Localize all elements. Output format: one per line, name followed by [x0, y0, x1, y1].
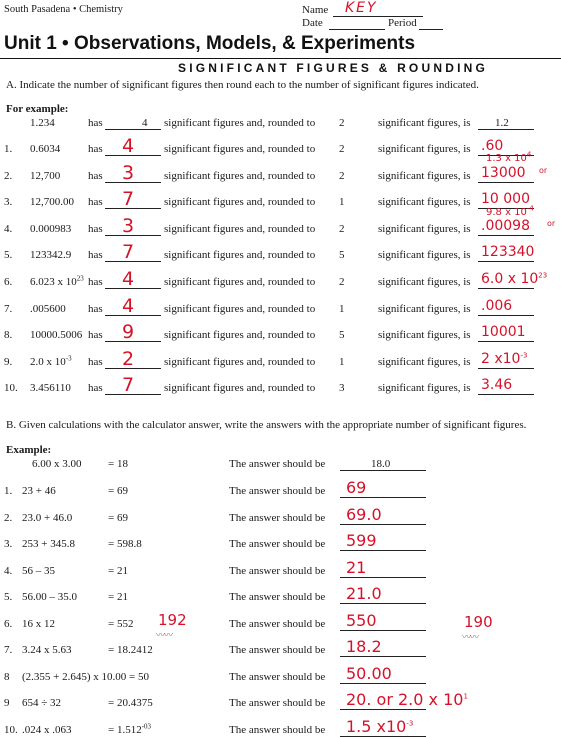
sf-answer: 3: [122, 215, 135, 237]
answer-line: [340, 497, 426, 498]
round-to-count: 5: [339, 329, 345, 341]
row-number: 10.: [4, 724, 18, 736]
alt-note-row-2-or: or: [539, 166, 548, 175]
handwritten-answer: 69.0: [346, 505, 382, 524]
answer-label: The answer should be: [229, 485, 326, 497]
end-text: significant figures, is: [378, 170, 471, 182]
part-b-instruction: B. Given calculations with the calculator answer, write the answers with the appropriate number of significant figures.: [6, 419, 527, 431]
calc-expression: 56 – 35: [22, 565, 55, 577]
end-text: significant figures, is: [378, 117, 471, 129]
mid-text: significant figures and, rounded to: [164, 382, 316, 394]
calc-expression: .024 x .063: [22, 724, 72, 736]
example-sf-answer: 4: [142, 117, 148, 129]
sf-answer: 7: [122, 188, 135, 210]
calculator-result: = $1.512^{-03}$: [108, 722, 152, 736]
answer-label: The answer should be: [229, 512, 326, 524]
has-label: has: [88, 249, 103, 261]
round-to-count: 3: [339, 382, 345, 394]
mid-text: significant figures and, rounded to: [164, 356, 316, 368]
given-number: 123342.9: [30, 249, 72, 261]
mid-text: significant figures and, rounded to: [164, 329, 316, 341]
page-subtitle: SIGNIFICANT FIGURES & ROUNDING: [178, 61, 489, 75]
mid-text: significant figures and, rounded to: [164, 143, 316, 155]
row-number: 1.: [4, 485, 13, 497]
period-label: Period: [388, 17, 417, 29]
answer-label: The answer should be: [229, 671, 326, 683]
given-number: 12,700.00: [30, 196, 74, 208]
rounded-answer: 6.0 x $10^{23}$: [481, 271, 548, 287]
row-number: 6.: [4, 276, 13, 288]
calculator-result: = 69: [108, 485, 128, 497]
alt-note-row-2: 1.3 x $10^4$: [486, 150, 532, 164]
round-to-count: 2: [339, 143, 345, 155]
has-label: has: [88, 303, 103, 315]
sf-answer: 7: [122, 241, 135, 263]
row-number: 7.: [4, 644, 13, 656]
date-field-line: [329, 29, 385, 30]
round-to-count: 2: [339, 170, 345, 182]
answer-line: [340, 550, 426, 551]
rounded-answer: 10001: [481, 324, 526, 340]
round-to-count: 2: [339, 117, 345, 129]
sf-answer: 7: [122, 374, 135, 396]
school-course-label: South Pasadena • Chemistry: [4, 4, 123, 15]
rounded-answer: 123340: [481, 244, 535, 260]
handwritten-answer: 1.5 $x10^{-3}$: [346, 717, 414, 736]
end-text: significant figures, is: [378, 382, 471, 394]
handwritten-answer: 21.0: [346, 584, 382, 603]
calculator-result: = 20.4375: [108, 697, 153, 709]
row-number: 7.: [4, 303, 13, 315]
has-label: has: [88, 329, 103, 341]
period-field-line: [419, 29, 443, 30]
rounded-answer: .006: [481, 298, 513, 314]
name-value: KEY: [345, 0, 378, 16]
answer-line: [340, 709, 426, 710]
row-number: 5.: [4, 249, 13, 261]
has-label: has: [88, 223, 103, 235]
rounded-answer: 3.46: [481, 377, 513, 393]
row-number: 6.: [4, 618, 13, 630]
answer-label: The answer should be: [229, 591, 326, 603]
end-text: significant figures, is: [378, 356, 471, 368]
handwritten-note-190: 190: [464, 613, 493, 631]
calculator-result: = 21: [108, 591, 128, 603]
date-label: Date: [302, 17, 323, 29]
row-number: 8.: [4, 329, 13, 341]
round-answer-line: [478, 235, 534, 236]
round-answer-line: [478, 182, 534, 183]
title-rule: [0, 58, 561, 59]
round-answer-line: [478, 129, 534, 130]
handwritten-answer: 50.00: [346, 664, 392, 683]
squiggle-underline: 〰〰: [462, 633, 479, 643]
row-number: 2.: [4, 170, 13, 182]
handwritten-answer: 550: [346, 611, 377, 630]
rounded-answer: 10 000: [481, 191, 530, 207]
mid-text: significant figures and, rounded to: [164, 249, 316, 261]
mid-text: significant figures and, rounded to: [164, 276, 316, 288]
sf-answer: 9: [122, 321, 135, 343]
alt-note-row-4: 9.8 x $10^{-4}$: [486, 204, 534, 218]
handwritten-answer: 69: [346, 478, 367, 497]
example-result: = 18: [108, 458, 128, 470]
mid-text: significant figures and, rounded to: [164, 223, 316, 235]
answer-label: The answer should be: [229, 565, 326, 577]
given-number: 2.0 x $10^{-3}$: [30, 354, 72, 368]
round-to-count: 2: [339, 276, 345, 288]
calc-expression: 56.00 – 35.0: [22, 591, 77, 603]
round-answer-line: [478, 288, 534, 289]
sf-answer: 4: [122, 295, 135, 317]
row-number: 3.: [4, 538, 13, 550]
end-text: significant figures, is: [378, 329, 471, 341]
calc-expression: 253 + 345.8: [22, 538, 75, 550]
calculator-result: = 69: [108, 512, 128, 524]
rounded-answer: 2 $x10^{-3}$: [481, 351, 528, 367]
given-number: .005600: [30, 303, 66, 315]
answer-line: [340, 470, 426, 471]
part-b-example-label: Example:: [6, 444, 52, 456]
row-number: 2.: [4, 512, 13, 524]
row-number: 10.: [4, 382, 18, 394]
sf-answer: 3: [122, 162, 135, 184]
end-text: significant figures, is: [378, 303, 471, 315]
sf-answer: 4: [122, 135, 135, 157]
calc-expression: 654 ÷ 32: [22, 697, 62, 709]
given-number: 0.000983: [30, 223, 72, 235]
round-answer-line: [478, 368, 534, 369]
has-label: has: [88, 196, 103, 208]
example-round-answer: 1.2: [495, 117, 509, 129]
handwritten-answer: 599: [346, 531, 377, 550]
answer-label: The answer should be: [229, 618, 326, 630]
handwritten-answer: 20. or 2.0 x $10^1$: [346, 690, 468, 709]
row-number: 9: [4, 697, 10, 709]
row-number: 3.: [4, 196, 13, 208]
given-number: 6.023 x $10^{23}$: [30, 274, 84, 288]
round-answer-line: [478, 341, 534, 342]
row-number: 4.: [4, 223, 13, 235]
part-a-example-label: For example:: [6, 103, 69, 115]
row-number: 4.: [4, 565, 13, 577]
round-to-count: 5: [339, 249, 345, 261]
given-number: 10000.5006: [30, 329, 83, 341]
has-label: has: [88, 276, 103, 288]
round-answer-line: [478, 261, 534, 262]
calculator-result: = 18.2412: [108, 644, 153, 656]
calc-expression: (2.355 + 2.645) x 10.00 = 50: [22, 671, 149, 683]
answer-label: The answer should be: [229, 458, 326, 470]
row-number: 1.: [4, 143, 13, 155]
answer-label: The answer should be: [229, 644, 326, 656]
calculator-result: = 21: [108, 565, 128, 577]
has-label: has: [88, 382, 103, 394]
answer-line: [340, 603, 426, 604]
answer-line: [340, 683, 426, 684]
round-to-count: 1: [339, 303, 345, 315]
given-number: 3.456110: [30, 382, 71, 394]
calculator-result: = 598.8: [108, 538, 142, 550]
answer-label: The answer should be: [229, 538, 326, 550]
answer-line: [340, 656, 426, 657]
alt-note-row-4-or: or: [547, 219, 556, 228]
example-number: 1.234: [30, 117, 55, 129]
round-answer-line: [478, 394, 534, 395]
name-label: Name: [302, 4, 329, 16]
squiggle-underline: 〰〰: [156, 631, 173, 641]
has-label: has: [88, 117, 103, 129]
handwritten-answer: 18.2: [346, 637, 382, 656]
answer-line: [340, 736, 426, 737]
calc-expression: 16 x 12: [22, 618, 55, 630]
part-a-instruction: A. Indicate the number of significant figures then round each to the number of significant figures indicated.: [6, 79, 479, 91]
mid-text: significant figures and, rounded to: [164, 196, 316, 208]
round-answer-line: [478, 315, 534, 316]
mid-text: significant figures and, rounded to: [164, 170, 316, 182]
row-number: 5.: [4, 591, 13, 603]
round-to-count: 1: [339, 356, 345, 368]
round-to-count: 2: [339, 223, 345, 235]
handwritten-answer: 21: [346, 558, 367, 577]
given-number: 0.6034: [30, 143, 61, 155]
mid-text: significant figures and, rounded to: [164, 303, 316, 315]
rounded-answer: .00098: [481, 218, 530, 234]
sf-answer: 2: [122, 348, 135, 370]
mid-text: significant figures and, rounded to: [164, 117, 316, 129]
calc-expression: 3.24 x 5.63: [22, 644, 72, 656]
page-title: Unit 1 • Observations, Models, & Experiments: [4, 33, 416, 54]
end-text: significant figures, is: [378, 143, 471, 155]
given-number: 12,700: [30, 170, 61, 182]
rounded-answer: .60: [481, 138, 504, 154]
rounded-answer: 13000: [481, 165, 526, 181]
handwritten-note-192: 192: [158, 611, 187, 629]
example-answer: 18.0: [371, 458, 391, 470]
end-text: significant figures, is: [378, 249, 471, 261]
end-text: significant figures, is: [378, 276, 471, 288]
end-text: significant figures, is: [378, 196, 471, 208]
calc-expression: 23.0 + 46.0: [22, 512, 73, 524]
has-label: has: [88, 170, 103, 182]
sf-answer: 4: [122, 268, 135, 290]
answer-label: The answer should be: [229, 724, 326, 736]
round-to-count: 1: [339, 196, 345, 208]
answer-line: [340, 524, 426, 525]
row-number: 9.: [4, 356, 13, 368]
answer-line: [340, 577, 426, 578]
calculator-result: = 552: [108, 618, 134, 630]
has-label: has: [88, 143, 103, 155]
has-label: has: [88, 356, 103, 368]
row-number: 8: [4, 671, 10, 683]
answer-label: The answer should be: [229, 697, 326, 709]
calc-expression: 23 + 46: [22, 485, 56, 497]
end-text: significant figures, is: [378, 223, 471, 235]
example-expression: 6.00 x 3.00: [32, 458, 82, 470]
sf-answer-line: [105, 129, 161, 130]
answer-line: [340, 630, 426, 631]
